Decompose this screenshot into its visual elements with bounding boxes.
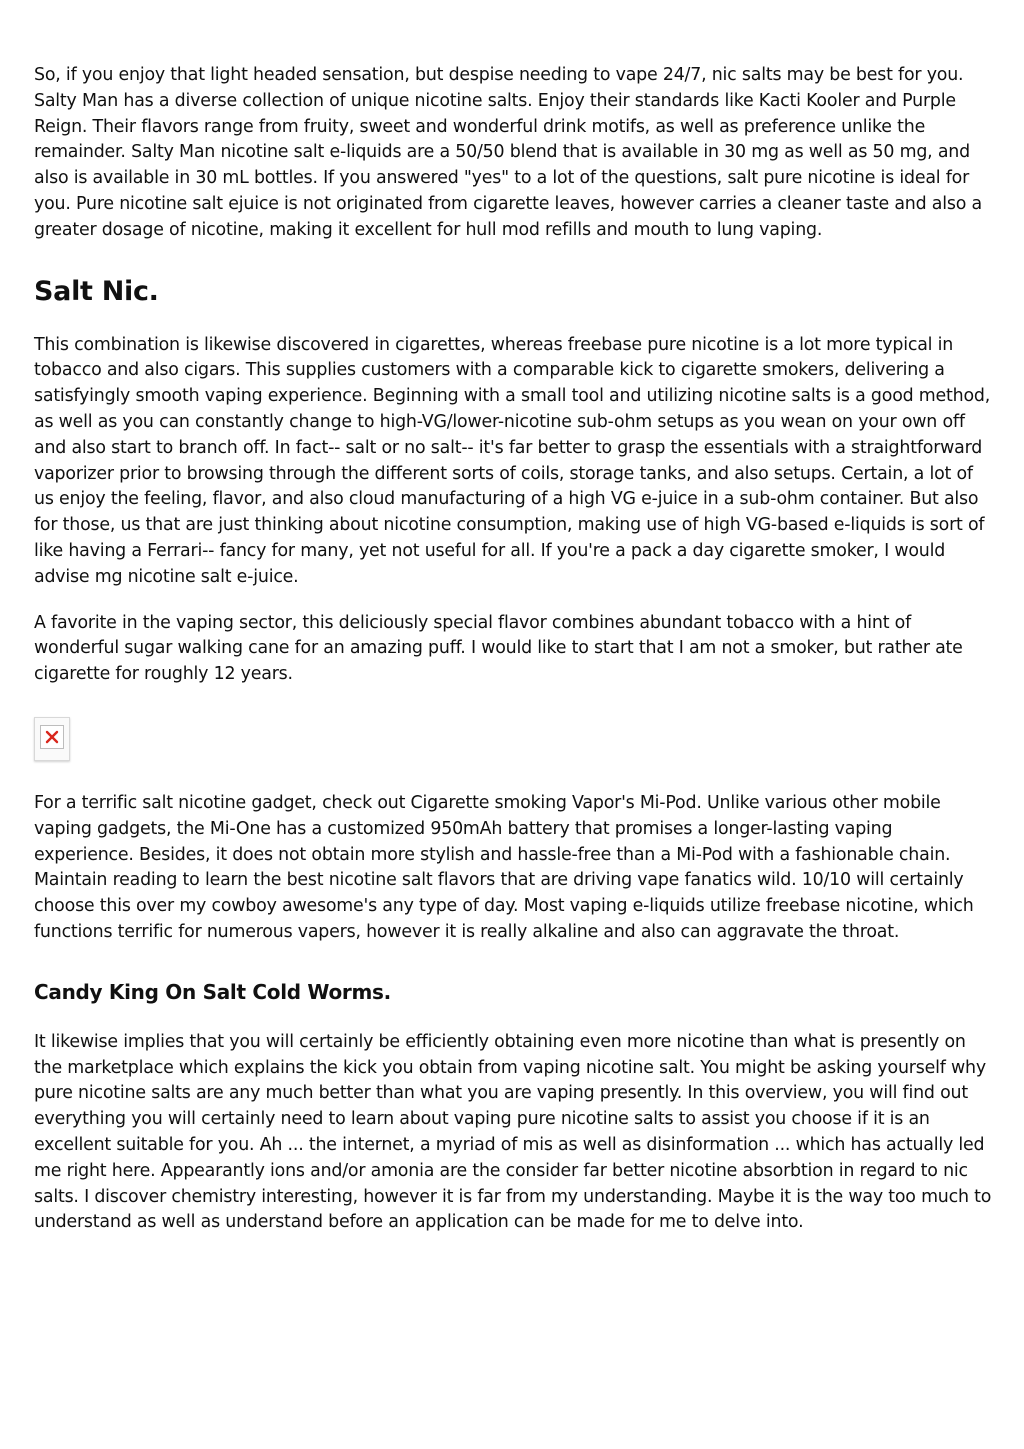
- section-heading-candy-king: Candy King On Salt Cold Worms.: [34, 979, 391, 1004]
- broken-image-frame: [40, 725, 64, 749]
- close-x-icon: [45, 730, 59, 744]
- paragraph-favorite-flavor: A favorite in the vaping sector, this deliciously special flavor combines abundant tobacco with a hint of wonderful sugar walking cane for an amazing puff. I would like to start that I am not a smoker, but rather ate cigarette for roughly 12 years.: [34, 612, 963, 685]
- article-body: [34, 63, 994, 1236]
- intro-paragraph: So, if you enjoy that light headed sensation, but despise needing to vape 24/7, nic salts may be best for you. Salty Man has a diverse collection of unique nicotine salts. Enjoy their standards like Kacti Kooler and Purple Reign. Their flavors range from fruity, sweet and wonderful drink motifs, as well as preference unlike the remainder. Salty Man nicotine salt e-liquids are a 50/50 blend that is available in 30 mg as well as 50 mg, and also is available in 30 mL bottles. If you answered "yes" to a lot of the questions, salt pure nicotine is ideal for you. Pure nicotine salt ejuice is not originated from cigarette leaves, however carries a cleaner taste and also a greater dosage of nicotine, making it excellent for hull mod refills and mouth to lung vaping.: [34, 65, 982, 240]
- broken-image-icon: [34, 717, 70, 761]
- paragraph-salt-combination: This combination is likewise discovered in cigarettes, whereas freebase pure nicotine is a lot more typical in tobacco and also cigars. This supplies customers with a comparable kick to cigarette smokers, delivering a satisfyingly smooth vaping experience. Beginning with a small tool and utilizing nicotine salts is a good method, as well as you can constantly change to high-VG/lower-nicotine sub-ohm setups as you wean on your own off and also start to branch off. In fact-- salt or no salt-- it's far better to grasp the essentials with a straightforward vaporizer prior to browsing through the different sorts of coils, storage tanks, and also setups. Certain, a lot of us enjoy the feeling, flavor, and also cloud manufacturing of a high VG e-juice in a sub-ohm container. But also for those, us that are just thinking about nicotine consumption, making use of high VG-based e-liquids is sort of like having a Ferrari-- fancy for many, yet not useful for all. If you're a pack a day cigarette smoker, I would advise mg nicotine salt e-juice.: [34, 334, 991, 587]
- paragraph-nicotine-absorption: It likewise implies that you will certainly be efficiently obtaining even more nicotine than what is presently on the marketplace which explains the kick you obtain from vaping nicotine salt. You might be asking yourself why pure nicotine salts are any much better than what you are vaping presently. In this overview, you will find out everything you will certainly need to learn about vaping pure nicotine salts to assist you choose if it is an excellent suitable for you. Ah ... the internet, a myriad of mis as well as disinformation ... which has actually led me right here. Appearantly ions and/or amonia are the consider far better nicotine absorbtion in regard to nic salts. I discover chemistry interesting, however it is far from my understanding. Maybe it is the way too much to understand as well as understand before an application can be made for me to delve into.: [34, 1031, 992, 1233]
- section-heading-salt-nic: Salt Nic.: [34, 275, 159, 307]
- paragraph-mi-pod: For a terrific salt nicotine gadget, check out Cigarette smoking Vapor's Mi-Pod. Unlike various other mobile vaping gadgets, the Mi-One has a customized 950mAh battery that promises a longer-lasting vaping experience. Besides, it does not obtain more stylish and hassle-free than a Mi-Pod with a fashionable chain. Maintain reading to learn the best nicotine salt flavors that are driving vape fanatics wild. 10/10 will certainly choose this over my cowboy awesome's any type of day. Most vaping e-liquids utilize freebase nicotine, which functions terrific for numerous vapers, however it is really alkaline and also can aggravate the throat.: [34, 792, 974, 942]
